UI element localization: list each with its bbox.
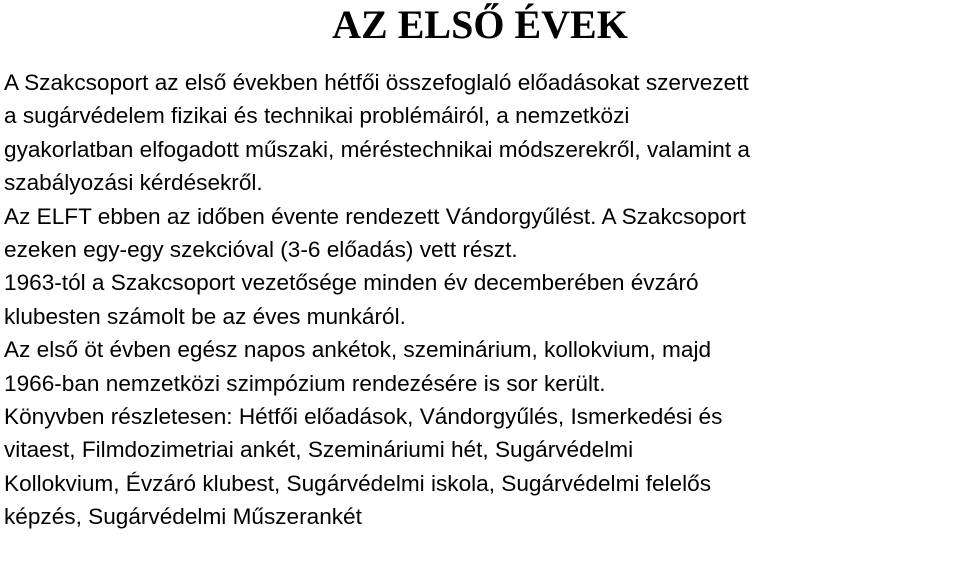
text-line: 1963-tól a Szakcsoport vezetősége minden év decemberében évzáró <box>4 270 699 296</box>
text-line: Könyvben részletesen: Hétfői előadások, Vándorgyűlés, Ismerkedési és <box>4 404 723 430</box>
slide-body <box>4 66 959 534</box>
text-line: vitaest, Filmdozimetriai ankét, Szemináriumi hét, Sugárvédelmi <box>4 437 634 463</box>
paragraph-first-five-years <box>4 333 959 400</box>
text-line: szabályozási kérdésekről. <box>4 170 263 196</box>
paragraph-weekly-lectures <box>4 66 959 200</box>
text-line: Az ELFT ebben az időben évente rendezett Vándorgyűlést. A Szakcsoport <box>4 203 746 229</box>
paragraph-club-evening <box>4 266 959 333</box>
text-line: képzés, Sugárvédelmi Műszerankét <box>4 504 362 530</box>
text-line: A Szakcsoport az első években hétfői összefoglaló előadásokat szervezett <box>4 70 749 95</box>
text-line: gyakorlatban elfogadott műszaki, méréstechnikai módszerekről, valamint a <box>4 136 750 162</box>
slide-title: AZ ELSŐ ÉVEK <box>332 2 628 47</box>
paragraph-book-reference <box>4 400 959 534</box>
text-line: Kollokvium, Évzáró klubest, Sugárvédelmi iskola, Sugárvédelmi felelős <box>4 470 712 496</box>
text-line: 1966-ban nemzetközi szimpózium rendezésére is sor került. <box>4 370 606 396</box>
text-line: Az első öt évben egész napos ankétok, szeminárium, kollokvium, majd <box>4 337 712 363</box>
paragraph-elft-conference <box>4 200 959 267</box>
text-line: klubesten számolt be az éves munkáról. <box>4 303 406 329</box>
text-line: ezeken egy-egy szekcióval (3-6 előadás) vett részt. <box>4 237 518 263</box>
text-line: a sugárvédelem fizikai és technikai problémáiról, a nemzetközi <box>4 103 630 129</box>
